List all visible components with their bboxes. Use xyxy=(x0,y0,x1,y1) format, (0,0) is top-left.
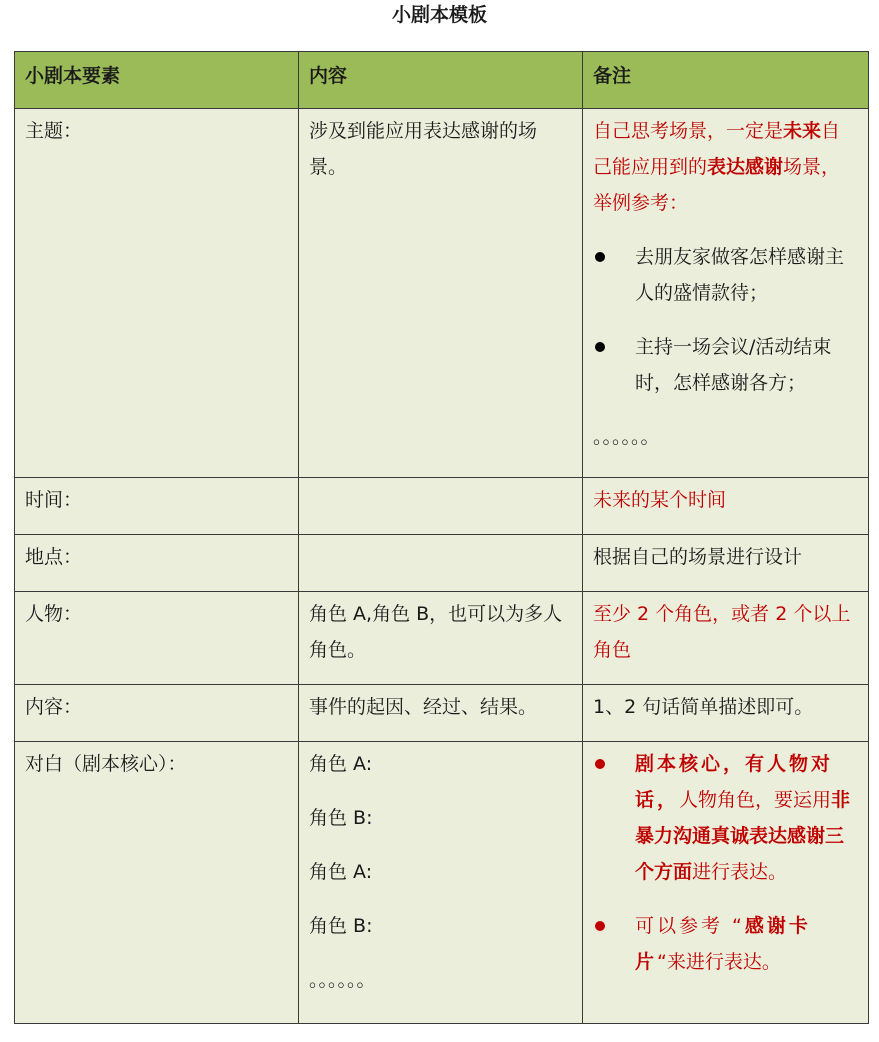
dialogue-content xyxy=(299,742,583,1024)
list-item xyxy=(593,239,858,311)
time-element: 时间： xyxy=(15,478,299,535)
theme-note-express-thanks: 表达感谢 xyxy=(707,156,784,178)
row-people xyxy=(15,592,869,685)
list-item-text: 主持一场会议/活动结束时，怎样感谢各方； xyxy=(635,336,832,394)
dialogue-note-thanks-card: 感谢卡片 xyxy=(635,915,811,973)
bullet-icon xyxy=(595,921,605,931)
dialogue-note-text: 进行表达。 xyxy=(692,861,788,883)
theme-note-text: 自己能应用到的 xyxy=(593,120,841,178)
plot-element: 内容： xyxy=(15,685,299,742)
dialogue-note-nvc: 非暴力沟通真诚表达感谢三个方面 xyxy=(635,789,851,883)
people-element: 人物： xyxy=(15,592,299,685)
dialogue-note-text: “来进行表达。 xyxy=(657,951,781,973)
place-content xyxy=(299,535,583,592)
people-note: 至少 2 个角色，或者 2 个以上角色 xyxy=(583,592,869,685)
plot-content: 事件的起因、经过、结果。 xyxy=(299,685,583,742)
list-item xyxy=(593,329,858,401)
theme-note-ellipsis: 。。。。。。 xyxy=(593,426,660,448)
row-place xyxy=(15,535,869,592)
dialogue-ellipsis: 。。。。。。 xyxy=(309,969,376,991)
dialogue-line: 角色 A: xyxy=(309,753,373,775)
theme-element: 主题： xyxy=(15,109,299,478)
row-time xyxy=(15,478,869,535)
time-note: 未来的某个时间 xyxy=(583,478,869,535)
theme-note-future: 未来 xyxy=(783,120,822,142)
bullet-icon xyxy=(595,759,605,769)
theme-note-intro xyxy=(593,113,858,221)
script-template-table xyxy=(14,51,869,1024)
row-dialogue xyxy=(15,742,869,1024)
header-content: 内容 xyxy=(299,52,583,109)
theme-note-text: 自己思考场景，一定是 xyxy=(593,120,784,142)
theme-note xyxy=(583,109,869,478)
header-element: 小剧本要素 xyxy=(15,52,299,109)
list-item xyxy=(593,746,858,890)
header-row xyxy=(15,52,869,109)
dialogue-note-core: 剧本核心，有人物对话， xyxy=(635,753,834,811)
place-note: 根据自己的场景进行设计 xyxy=(583,535,869,592)
dialogue-line: 角色 A: xyxy=(309,861,373,883)
dialogue-line: 角色 B: xyxy=(309,807,373,829)
dialogue-note xyxy=(583,742,869,1024)
header-note: 备注 xyxy=(583,52,869,109)
bullet-icon xyxy=(595,252,605,262)
dialogue-note-list xyxy=(593,746,858,980)
list-item-text: 去朋友家做客怎样感谢主人的盛情款待； xyxy=(635,246,845,304)
theme-example-list xyxy=(593,239,858,401)
dialogue-line: 角色 B: xyxy=(309,915,373,937)
dialogue-note-text: 可以参考 “ xyxy=(635,915,745,937)
theme-content: 涉及到能应用表达感谢的场景。 xyxy=(299,109,583,478)
place-element: 地点： xyxy=(15,535,299,592)
bullet-icon xyxy=(595,342,605,352)
row-theme xyxy=(15,109,869,478)
dialogue-element: 对白（剧本核心）： xyxy=(15,742,299,1024)
theme-note-text: 场景，举例参考： xyxy=(593,156,841,214)
list-item xyxy=(593,908,858,980)
plot-note: 1、2 句话简单描述即可。 xyxy=(583,685,869,742)
dialogue-note-text: 人物角色，要运用 xyxy=(679,789,832,811)
people-content: 角色 A,角色 B，也可以为多人角色。 xyxy=(299,592,583,685)
time-content xyxy=(299,478,583,535)
row-plot xyxy=(15,685,869,742)
document-title: 小剧本模板 xyxy=(391,4,487,26)
